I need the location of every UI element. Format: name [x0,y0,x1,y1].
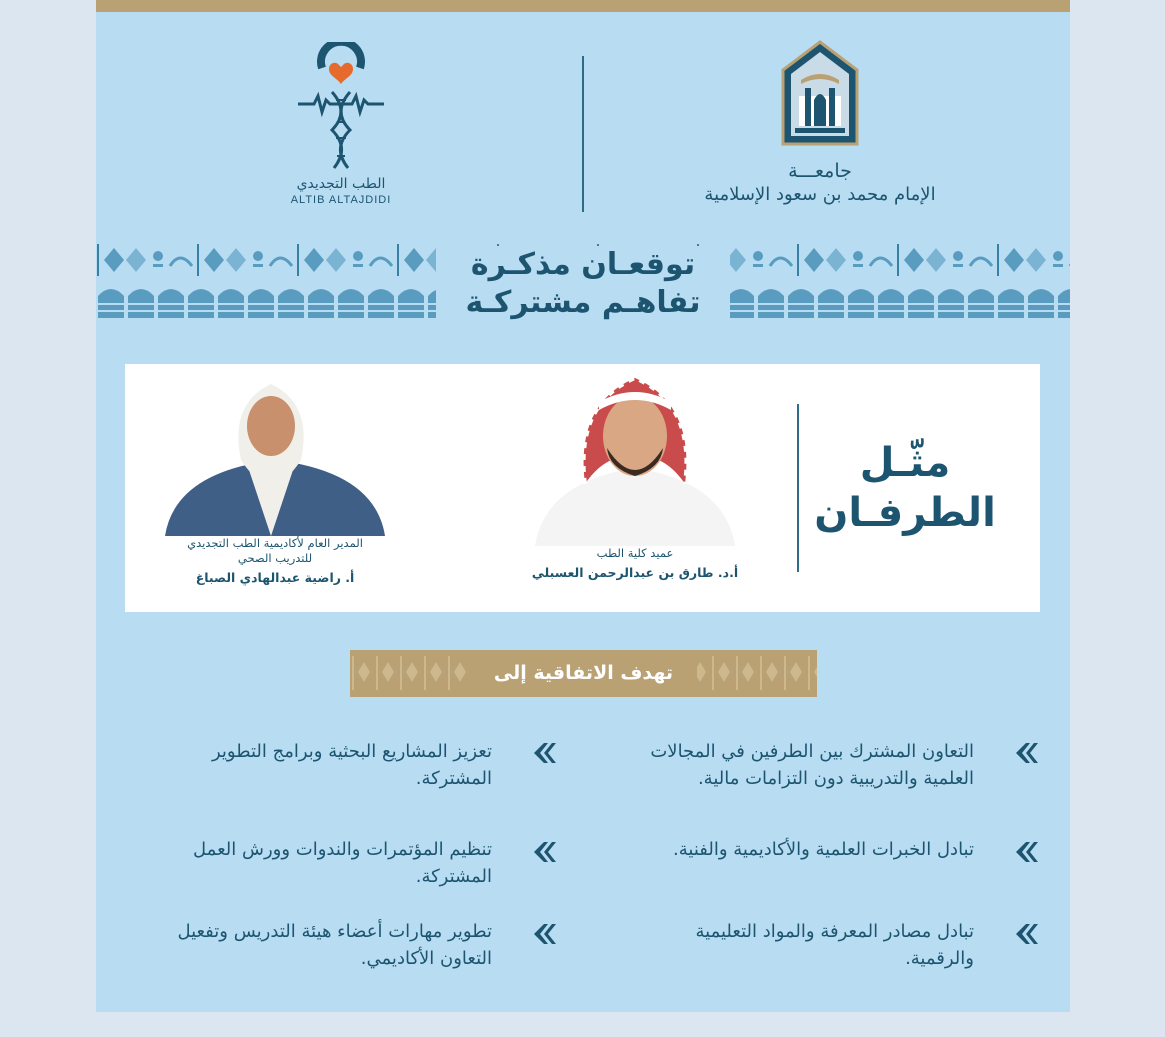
representative-2-name: أ. راضية عبدالهادي الصباغ [195,570,355,585]
altib-emblem-icon [296,42,386,170]
double-chevron-icon [1014,840,1038,864]
representative-2 [145,364,405,585]
title-line2: تفاهـم مشتركـة [465,285,701,320]
page-title [436,246,730,326]
double-chevron-icon [532,840,556,864]
title-line1: توقعـان مذكـرة [470,247,696,282]
double-chevron-icon [1014,922,1038,946]
representative-1 [505,364,765,580]
representatives-heading-line1: مثّـل [859,440,951,486]
university-emblem-icon [781,40,859,146]
goals-banner [350,650,817,697]
double-chevron-icon [1014,741,1038,765]
university-name-line1: جامعـــة [788,160,852,182]
representative-2-photo [155,364,395,536]
university-name-line2: الإمام محمد بن سعود الإسلامية [704,184,936,205]
double-chevron-icon [532,741,556,765]
representative-2-role-line2: للتدريب الصحي [237,551,313,565]
header-divider [582,56,584,212]
university-logo-block [670,40,970,205]
altib-name-ar: الطب التجديدي [296,176,386,192]
goals-banner-label: تهدف الاتفاقية إلى [493,662,674,684]
representative-2-role-line1: المدير العام لأكاديمية الطب التجديدي [187,536,363,550]
altib-name-en: ALTIB ALTAJDIDI [290,194,392,206]
goal-item-6: تطوير مهارات أعضاء هيئة التدريس وتفعيل التعاون الأكاديمي. [177,921,492,969]
top-gold-bar [96,0,1070,12]
representative-1-role: عميد كلية الطب [596,546,674,560]
representative-1-photo [515,364,755,546]
representatives-heading-line2: الطرفـان [814,490,996,536]
goal-item-1: التعاون المشترك بين الطرفين في المجالات العلمية والتدريبية دون التزامات مالية. [650,741,974,789]
representative-1-name: أ.د. طارق بن عبدالرحمن العسبلي [531,565,739,580]
goal-item-2: تعزيز المشاريع البحثية وبرامج التطوير المشتركة. [211,741,492,789]
goal-item-4: تنظيم المؤتمرات والندوات وورش العمل المشتركة. [193,839,492,887]
poster [96,0,1070,1012]
representatives-panel [125,364,1040,612]
goal-item-3: تبادل الخبرات العلمية والأكاديمية والفنية. [673,839,974,860]
representatives-heading [810,438,1000,538]
altib-logo-block [266,42,416,206]
double-chevron-icon [532,922,556,946]
panel-divider [797,404,799,572]
goal-item-5: تبادل مصادر المعرفة والمواد التعليمية والرقمية. [695,921,974,969]
